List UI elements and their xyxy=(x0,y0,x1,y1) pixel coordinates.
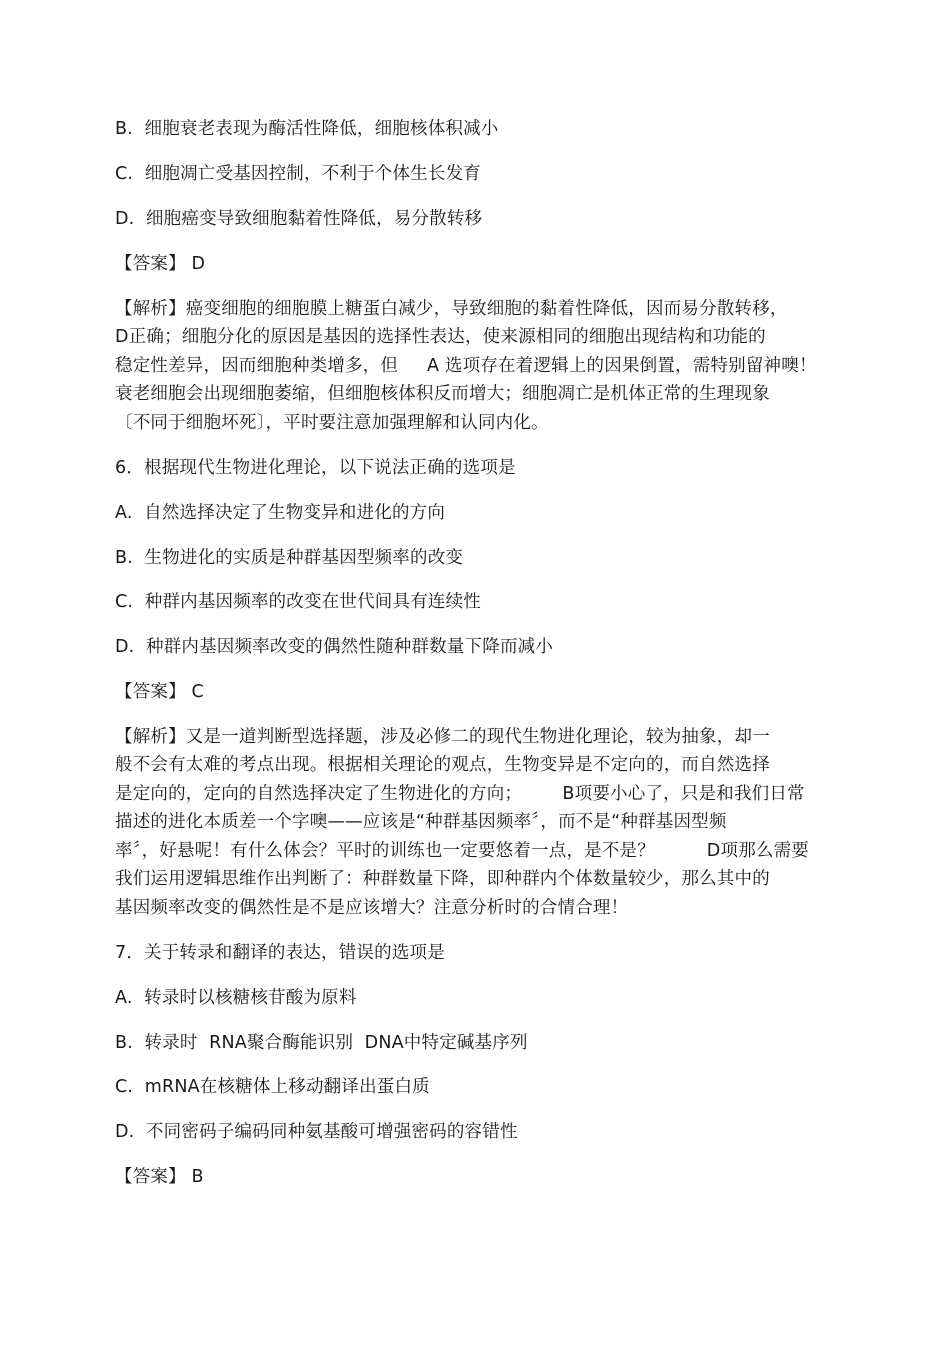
explanation-line: 〔不同于细胞坏死〕，平时要注意加强理解和认同内化。 xyxy=(115,413,549,433)
explanation-line: 稳定性差异，因而细胞种类增多，但 A 选项存在着逻辑上的因果倒置，需特别留神噢！ xyxy=(115,356,817,376)
answer-line: 【答案】 B xyxy=(115,1167,204,1187)
option-d-text: D. 种群内基因频率改变的偶然性随种群数量下降而减小 xyxy=(115,637,554,657)
option-a-text: A. 自然选择决定了生物变异和进化的方向 xyxy=(115,503,446,523)
explanation-line: 衰老细胞会出现细胞萎缩，但细胞核体积反而增大；细胞凋亡是机体正常的生理现象 xyxy=(115,384,770,404)
answer-line: 【答案】 C xyxy=(115,682,204,702)
option-b-text: B. 转录时 RNA聚合酶能识别 DNA中特定碱基序列 xyxy=(115,1033,528,1053)
option-b-text: B. 细胞衰老表现为酶活性降低，细胞核体积减小 xyxy=(115,119,499,139)
question-7-stem: 7．关于转录和翻译的表达，错误的选项是 xyxy=(115,943,445,963)
option-c-text: C. 种群内基因频率的改变在世代间具有连续性 xyxy=(115,592,482,612)
answer-line: 【答案】 D xyxy=(115,254,206,274)
explanation-line: 描述的进化本质差一个字噢——应该是“种群基因频率〞，而不是“种群基因型频 xyxy=(115,812,727,832)
question-6-stem: 6．根据现代生物进化理论，以下说法正确的选项是 xyxy=(115,458,516,478)
explanation-line: 是定向的，定向的自然选择决定了生物进化的方向； B项要小心了，只是和我们日常 xyxy=(115,784,805,804)
option-d-text: D. 不同密码子编码同种氨基酸可增强密码的容错性 xyxy=(115,1122,518,1142)
explanation-line: D正确；细胞分化的原因是基因的选择性表达，使来源相同的细胞出现结构和功能的 xyxy=(115,327,766,347)
option-b-text: B. 生物进化的实质是种群基因型频率的改变 xyxy=(115,548,464,568)
option-d-text: D. 细胞癌变导致细胞黏着性降低，易分散转移 xyxy=(115,209,483,229)
explanation-line: 【解析】癌变细胞的细胞膜上糖蛋白减少，导致细胞的黏着性降低，因而易分散转移， xyxy=(115,299,788,319)
explanation-line: 我们运用逻辑思维作出判断了：种群数量下降，即种群内个体数量较少，那么其中的 xyxy=(115,869,770,889)
explanation-line: 般不会有太难的考点出现。根据相关理论的观点，生物变异是不定向的，而自然选择 xyxy=(115,755,770,775)
option-a-text: A. 转录时以核糖核苷酸为原料 xyxy=(115,988,357,1008)
option-c-text: C. 细胞凋亡受基因控制，不利于个体生长发育 xyxy=(115,164,482,184)
explanation-line: 【解析】又是一道判断型选择题，涉及必修二的现代生物进化理论，较为抽象，却一 xyxy=(115,727,770,747)
explanation-line: 率〞，好悬呢！有什么体会？平时的训练也一定要悠着一点，是不是？ D项那么需要 xyxy=(115,841,809,861)
option-c-text: C. mRNA在核糖体上移动翻译出蛋白质 xyxy=(115,1077,430,1097)
explanation-line: 基因频率改变的偶然性是不是应该增大？注意分析时的合情合理！ xyxy=(115,898,629,918)
